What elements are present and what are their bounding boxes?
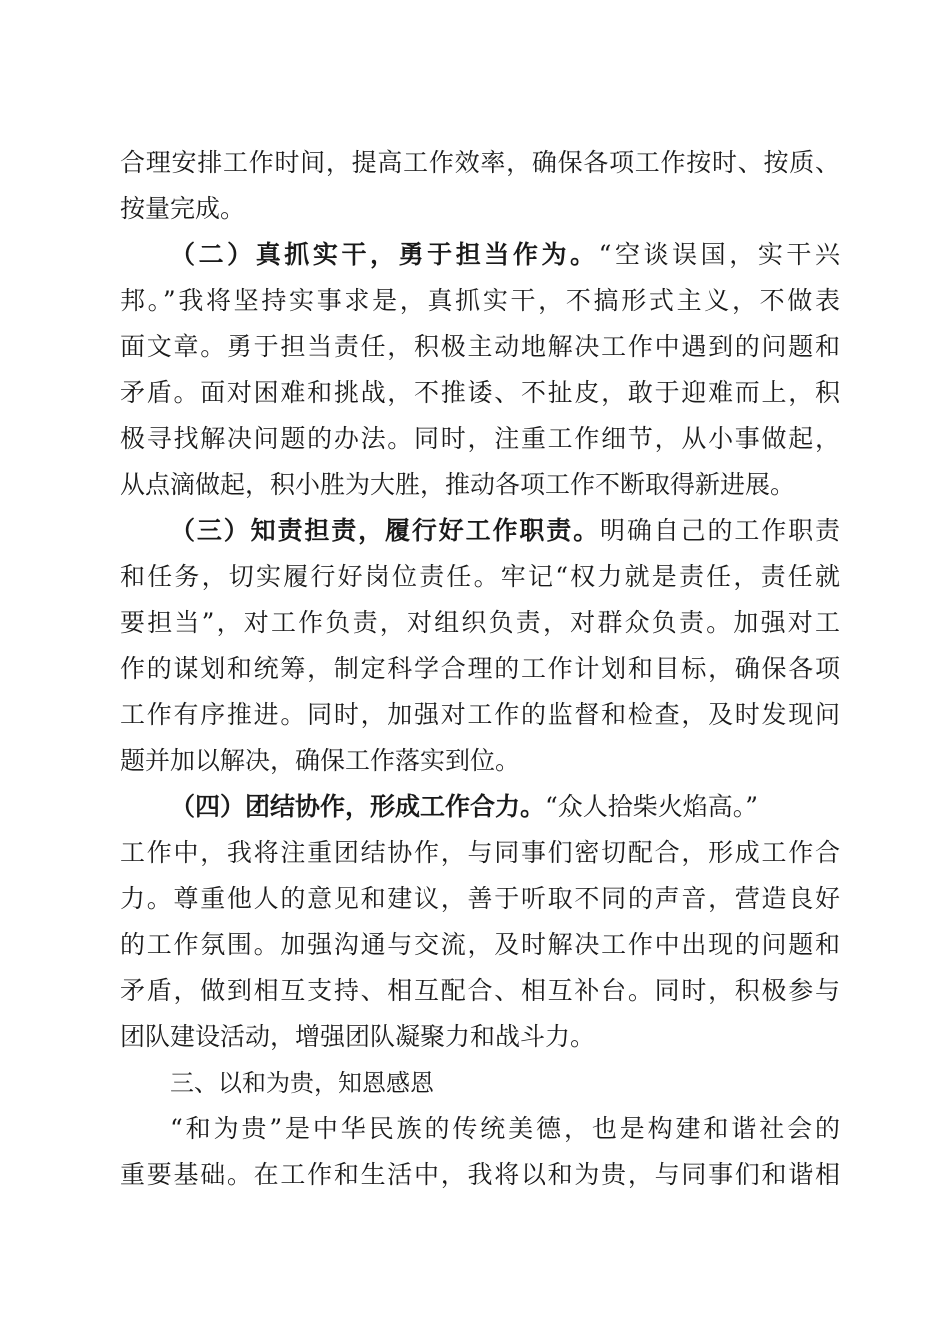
section-4-quote: “众人拾柴火焰高。” (545, 792, 759, 821)
paragraph-line: 作的谋划和统筹，制定科学合理的工作计划和目标，确保各项 (120, 654, 840, 683)
paragraph-line: 团队建设活动，增强团队凝聚力和战斗力。 (120, 1022, 596, 1051)
paragraph-line: 合理安排工作时间，提高工作效率，确保各项工作按时、按质、 (120, 148, 840, 177)
paragraph-line: 题并加以解决，确保工作落实到位。 (120, 746, 521, 775)
section-3-line (170, 508, 840, 554)
paragraph-line: 矛盾。面对困难和挑战，不推诿、不扯皮，敢于迎难而上，积 (120, 378, 840, 407)
section-3-heading: （三）知责担责，履行好工作职责。 (170, 516, 600, 545)
paragraph-line: 力。尊重他人的意见和建议，善于听取不同的声音，营造良好 (120, 884, 840, 913)
section-4-line (170, 784, 840, 830)
paragraph-line: 重要基础。在工作和生活中，我将以和为贵，与同事们和谐相 (120, 1160, 840, 1189)
section-4-heading: （四）团结协作，形成工作合力。 (170, 792, 546, 821)
paragraph-line: 矛盾，做到相互支持、相互配合、相互补台。同时，积极参与 (120, 976, 840, 1005)
section-2-quote: “空谈误国，实干兴 (598, 240, 840, 269)
section-2-heading: （二）真抓实干，勇于担当作为。 (170, 240, 599, 269)
paragraph-line: “和为贵”是中华民族的传统美德，也是构建和谐社会的 (170, 1114, 840, 1143)
section-2-line (170, 232, 840, 278)
paragraph-line: 邦。”我将坚持实事求是，真抓实干，不搞形式主义，不做表 (120, 286, 840, 315)
section-3-text: 明确自己的工作职责 (599, 516, 840, 545)
paragraph-line: 工作有序推进。同时，加强对工作的监督和检查，及时发现问 (120, 700, 840, 729)
paragraph-line: 工作中，我将注重团结协作，与同事们密切配合，形成工作合 (120, 838, 840, 867)
paragraph-line: 按量完成。 (120, 194, 246, 223)
paragraph-line: 从点滴做起，积小胜为大胜，推动各项工作不断取得新进展。 (120, 470, 796, 499)
chapter-heading: 三、以和为贵，知恩感恩 (170, 1069, 434, 1097)
paragraph-line: 和任务，切实履行好岗位责任。牢记“权力就是责任，责任就 (120, 562, 840, 591)
paragraph-line: 极寻找解决问题的办法。同时，注重工作细节，从小事做起， (120, 424, 840, 453)
paragraph-line: 面文章。勇于担当责任，积极主动地解决工作中遇到的问题和 (120, 332, 840, 361)
paragraph-line: 要担当”，对工作负责，对组织负责，对群众负责。加强对工 (120, 608, 840, 637)
paragraph-line: 的工作氛围。加强沟通与交流，及时解决工作中出现的问题和 (120, 930, 840, 959)
